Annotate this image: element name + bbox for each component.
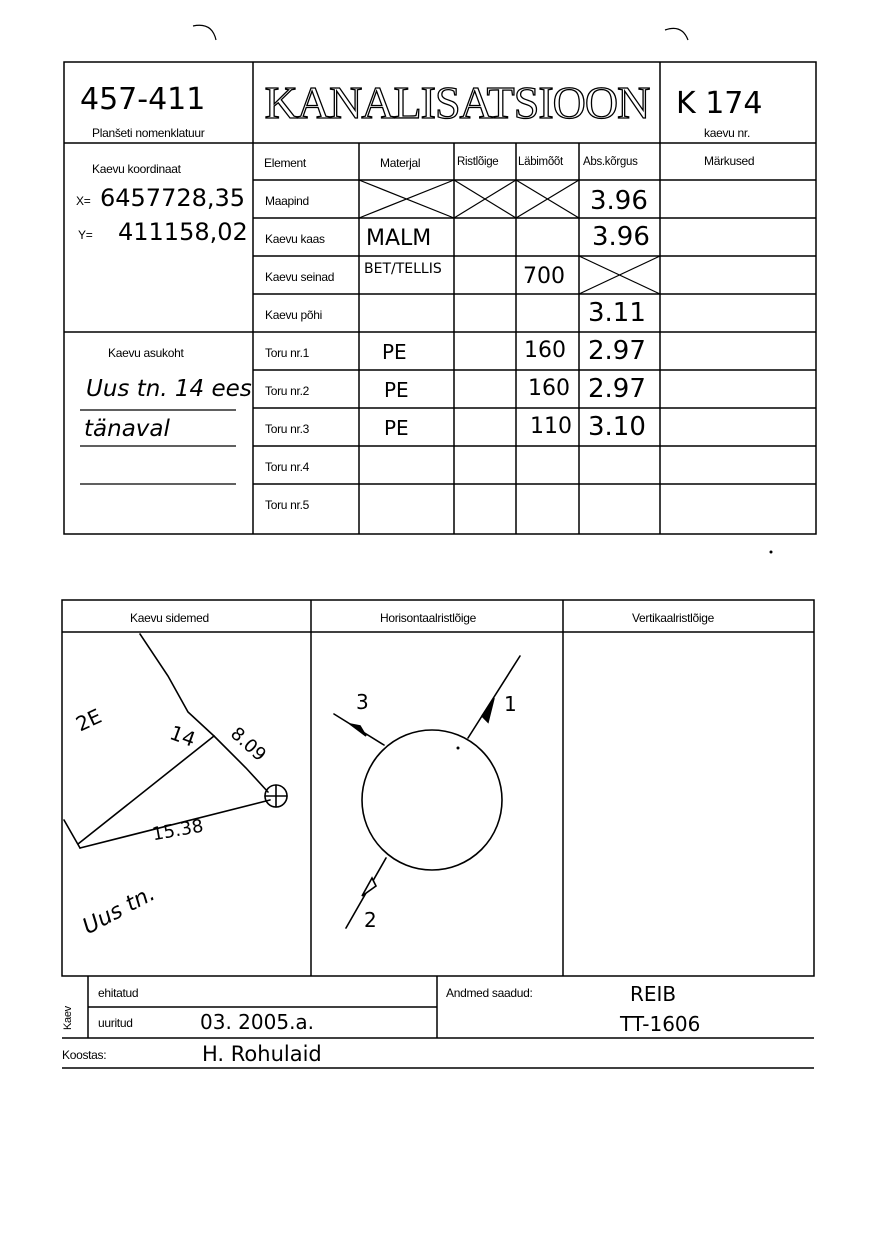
sketch-label-1538: 15.38: [150, 815, 205, 846]
pipe-label-1: 1: [504, 692, 517, 716]
row-element: Toru nr.3: [265, 422, 309, 436]
row-element: Toru nr.5: [265, 498, 309, 512]
header-abs-korgus: Abs.kõrgus: [583, 156, 638, 168]
y-prefix: Y=: [78, 228, 93, 242]
row-abs: 2.97: [588, 374, 646, 404]
row-materjal: PE: [384, 378, 409, 402]
header-markused: Märkused: [704, 154, 755, 168]
row-element: Kaevu kaas: [265, 232, 325, 246]
author-label: Koostas:: [62, 1048, 107, 1062]
location-line-1: Uus tn. 14 ees: [86, 376, 252, 402]
header-materjal: Materjal: [380, 156, 421, 170]
data-source-value-2: TT-1606: [620, 1012, 701, 1036]
row-materjal: BET/TELLIS: [364, 261, 442, 277]
form-title: KANALISATSIOON: [264, 77, 650, 128]
row-element: Toru nr.4: [265, 460, 309, 474]
header-element: Element: [264, 156, 306, 170]
sketch-label-809: 8.09: [226, 723, 270, 766]
coords-label: Kaevu koordinaat: [92, 162, 181, 176]
row-abs: 3.10: [588, 412, 646, 442]
header-labimoot: Läbimõõt: [518, 156, 563, 168]
sketch-label-2e: 2E: [72, 703, 106, 737]
row-materjal: PE: [384, 416, 409, 440]
surveyed-label: uuritud: [98, 1016, 133, 1030]
row-element: Kaevu põhi: [265, 308, 323, 322]
pipe-label-3: 3: [356, 690, 369, 714]
row-element: Toru nr.1: [265, 346, 309, 360]
row-labimoot: 160: [528, 376, 570, 401]
header-kaevu-sidemed: Kaevu sidemed: [130, 611, 209, 625]
row-abs: 3.96: [590, 186, 648, 216]
plan-value: 457-411: [80, 82, 206, 117]
location-line-2: tänaval: [84, 416, 170, 442]
row-labimoot: 700: [523, 264, 565, 289]
y-coordinate-value: 411158,02: [118, 218, 248, 246]
x-prefix: X=: [76, 194, 91, 208]
row-labimoot: 110: [530, 414, 572, 439]
well-number-label: kaevu nr.: [704, 126, 750, 140]
data-source-value-1: REIB: [630, 982, 677, 1006]
data-source-label: Andmed saadud:: [446, 986, 533, 1000]
well-number-value: K 174: [676, 86, 763, 121]
row-abs: 3.11: [588, 298, 646, 328]
author-value: H. Rohulaid: [202, 1042, 322, 1066]
header-horisontaalristloige: Horisontaalristlõige: [380, 611, 477, 625]
header-vertikaalristloige: Vertikaalristlõige: [632, 611, 714, 625]
row-abs: 3.96: [592, 222, 650, 252]
sketch-label-street: Uus tn.: [78, 881, 160, 940]
header-ristloige: Ristlõige: [457, 156, 499, 168]
x-coordinate-value: 6457728,35: [100, 184, 246, 212]
row-materjal: MALM: [366, 226, 432, 251]
sketch-label-14: 14: [166, 720, 199, 752]
row-element: Maapind: [265, 194, 309, 208]
plan-label: Planšeti nomenklatuur: [92, 126, 205, 140]
row-element: Kaevu seinad: [265, 270, 335, 284]
row-abs: 2.97: [588, 336, 646, 366]
footer-side-label: Kaev: [62, 1006, 74, 1030]
location-label: Kaevu asukoht: [108, 346, 184, 360]
row-element: Toru nr.2: [265, 384, 309, 398]
pipe-label-2: 2: [364, 908, 377, 932]
surveyed-value: 03. 2005.a.: [200, 1010, 315, 1034]
row-materjal: PE: [382, 340, 407, 364]
built-label: ehitatud: [98, 986, 139, 1000]
row-labimoot: 160: [524, 338, 566, 363]
